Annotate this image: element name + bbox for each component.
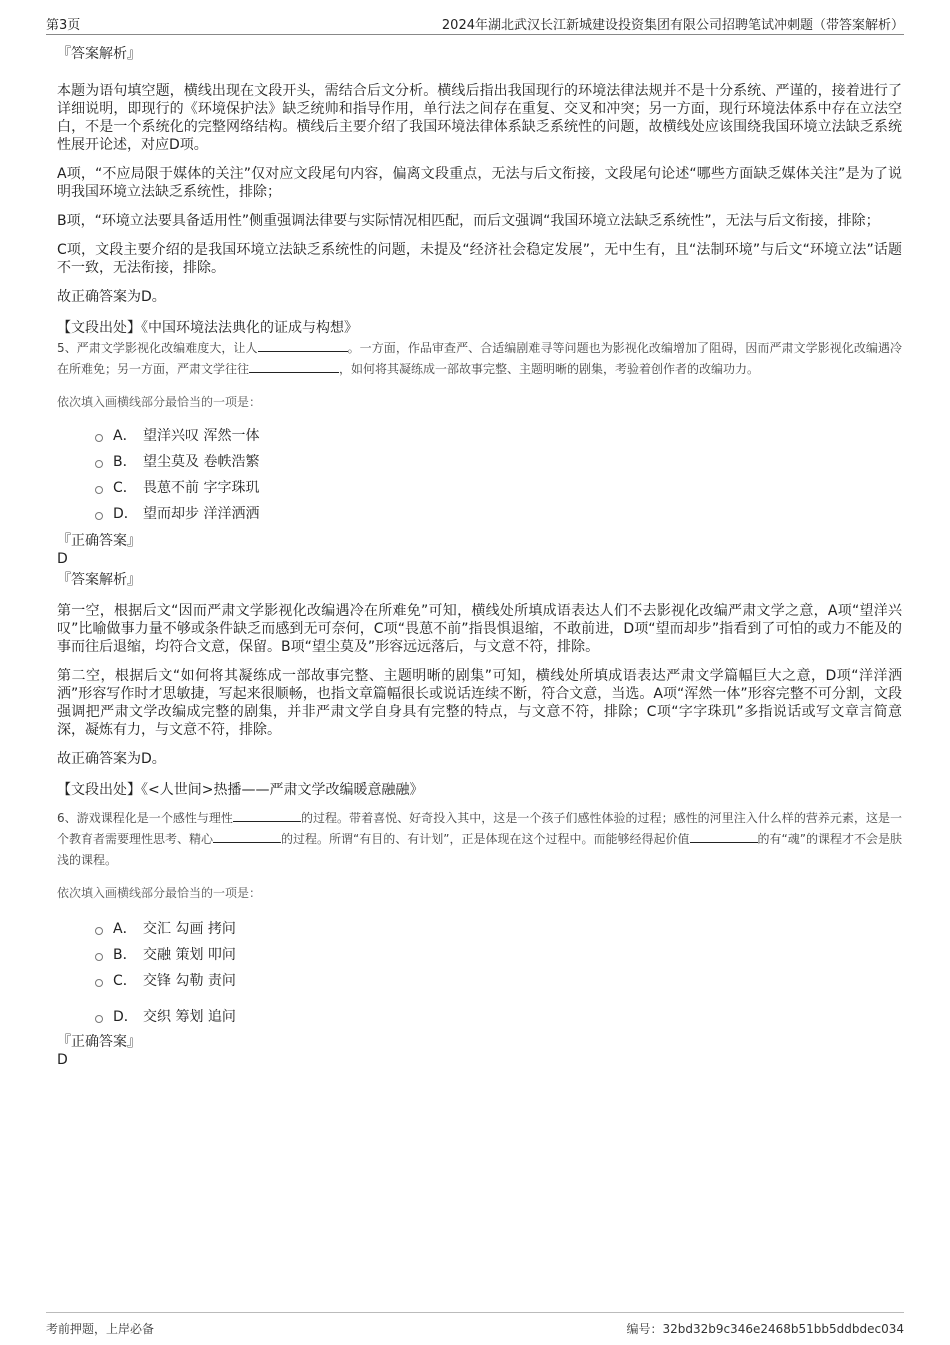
radio-icon[interactable] <box>95 927 103 935</box>
q5-question-text: 5、严肃文学影视化改编难度大，让人 。一方面，作品审查严、合适编剧难寻等问题也为影视化改编增加了阻碍，因而严肃文学影视化改编遇冷在所难免；另一方面，严肃文学往往 ，如何将其凝练成一部故事完整、主题明晰的剧集，考验着创作者的改编功力。 <box>57 341 902 376</box>
q4-source: 【文段出处】《中国环境法法典化的证成与构想》 <box>57 320 358 336</box>
page-footer <box>46 1312 904 1337</box>
radio-icon[interactable] <box>95 434 103 442</box>
q6-blank-1 <box>233 809 301 822</box>
q6-correct-answer: D <box>57 1052 68 1068</box>
q4-analysis-para-1: 本题为语句填空题，横线出现在文段开头，需结合后文分析。横线后指出我国现行的环境法律法规并不是十分系统、严谨的，接着进行了详细说明，即现行的《环境保护法》缺乏统帅和指导作用，单行法之间存在重复、交叉和冲突；另一方面，现行环境法体系中存在立法空白，不是一个系统化的完整网络结构。横线后主要介绍了我国环境法律体系缺乏系统性的问题，故横线处应该围绕我国环境立法缺乏系统性展开论述，对应D项。 <box>57 83 902 153</box>
page-content <box>57 44 902 1069</box>
q4-analysis-para-4: C项，文段主要介绍的是我国环境立法缺乏系统性的问题，未提及“经济社会稳定发展”，无中生有，且“法制环境”与后文“环境立法”话题不一致，无法衔接，排除。 <box>57 242 902 276</box>
q5-source: 【文段出处】《<人世间>热播——严肃文学改编暖意融融》 <box>57 782 424 798</box>
page-number: 第3页 <box>46 17 81 33</box>
q5-option-b[interactable]: B． 望尘莫及 卷帙浩繁 <box>95 448 902 474</box>
q6-options <box>95 915 902 1029</box>
q5-blank-1 <box>258 339 348 352</box>
q6-question-text: 6、游戏课程化是一个感性与理性 的过程。带着喜悦、好奇投入其中，这是一个孩子们感性体验的过程；感性的河里注入什么样的营养元素，这是一个教育者需要理性思考、精心 的过程。所谓“有目的、有计划”，正是体现在这个过程中。而能够经得起价值 的有“魂”的课程才不会是肤浅的课程。 <box>57 811 902 867</box>
q5-analysis-para-1: 第一空，根据后文“因而严肃文学影视化改编遇冷在所难免”可知，横线处所填成语表达人们不去影视化改编严肃文学之意，A项“望洋兴叹”比喻做事力量不够或条件缺乏而感到无可奈何，C项“畏葸不前”指畏惧退缩，不敢前进，D项“望而却步”指看到了可怕的或力不能及的事而往后退缩，均符合文意，保留。B项“望尘莫及”形容远远落后，与文意不符，排除。 <box>57 603 902 655</box>
radio-icon[interactable] <box>95 460 103 468</box>
q6-blank-2 <box>213 830 281 843</box>
q6-option-b[interactable]: B． 交融 策划 叩问 <box>95 941 902 967</box>
q4-conclusion: 故正确答案为D。 <box>57 289 166 305</box>
q6-blank-3 <box>690 830 758 843</box>
footer-slogan: 考前押题，上岸必备 <box>46 1322 155 1336</box>
q4-analysis-label: 『答案解析』 <box>57 46 141 62</box>
q5-analysis-label: 『答案解析』 <box>57 572 141 588</box>
q5-correct-label: 『正确答案』 <box>57 533 141 549</box>
q5-analysis-para-2: 第二空，根据后文“如何将其凝练成一部故事完整、主题明晰的剧集”可知，横线处所填成语表达严肃文学篇幅巨大之意，D项“洋洋洒洒”形容写作时才思敏捷，写起来很顺畅，也指文章篇幅很长或说话连续不断，符合文意，当选。A项“浑然一体”形容完整不可分割，文段强调把严肃文学改编成完整的剧集，并非严肃文学自身具有完整的特点，与文意不符，排除；C项“字字珠玑”多指说话或写文章言简意深，凝炼有力，与文意不符，排除。 <box>57 668 902 738</box>
q5-option-a[interactable]: A． 望洋兴叹 浑然一体 <box>95 422 902 448</box>
q6-option-c[interactable]: C． 交锋 勾勒 责问 <box>95 967 902 993</box>
document-title: 2024年湖北武汉长江新城建设投资集团有限公司招聘笔试冲刺题（带答案解析） <box>441 17 904 33</box>
q5-options <box>95 422 902 526</box>
radio-icon[interactable] <box>95 953 103 961</box>
radio-icon[interactable] <box>95 979 103 987</box>
q5-correct-answer: D <box>57 551 68 567</box>
q5-blank-2 <box>249 360 339 373</box>
q6-correct-label: 『正确答案』 <box>57 1034 141 1050</box>
radio-icon[interactable] <box>95 486 103 494</box>
q5-prompt: 依次填入画横线部分最恰当的一项是： <box>57 395 262 409</box>
radio-icon[interactable] <box>95 512 103 520</box>
document-id: 编号：32bd32b9c346e2468b51bb5ddbdec034 <box>626 1322 904 1336</box>
page-header <box>46 12 904 35</box>
q4-analysis-para-3: B项，“环境立法要具备适用性”侧重强调法律要与实际情况相匹配，而后文强调“我国环境立法缺乏系统性”，无法与后文衔接，排除； <box>57 213 880 229</box>
q5-option-d[interactable]: D． 望而却步 洋洋洒洒 <box>95 500 902 526</box>
radio-icon[interactable] <box>95 1015 103 1023</box>
q4-analysis-para-2: A项，“不应局限于媒体的关注”仅对应文段尾句内容，偏离文段重点，无法与后文衔接，文段尾句论述“哪些方面缺乏媒体关注”是为了说明我国环境立法缺乏系统性，排除； <box>57 166 902 200</box>
q5-conclusion: 故正确答案为D。 <box>57 751 166 767</box>
q6-option-d[interactable]: D． 交织 筹划 追问 <box>95 1003 902 1029</box>
q5-option-c[interactable]: C． 畏葸不前 字字珠玑 <box>95 474 902 500</box>
q6-prompt: 依次填入画横线部分最恰当的一项是： <box>57 886 262 900</box>
q6-option-a[interactable]: A． 交汇 勾画 拷问 <box>95 915 902 941</box>
